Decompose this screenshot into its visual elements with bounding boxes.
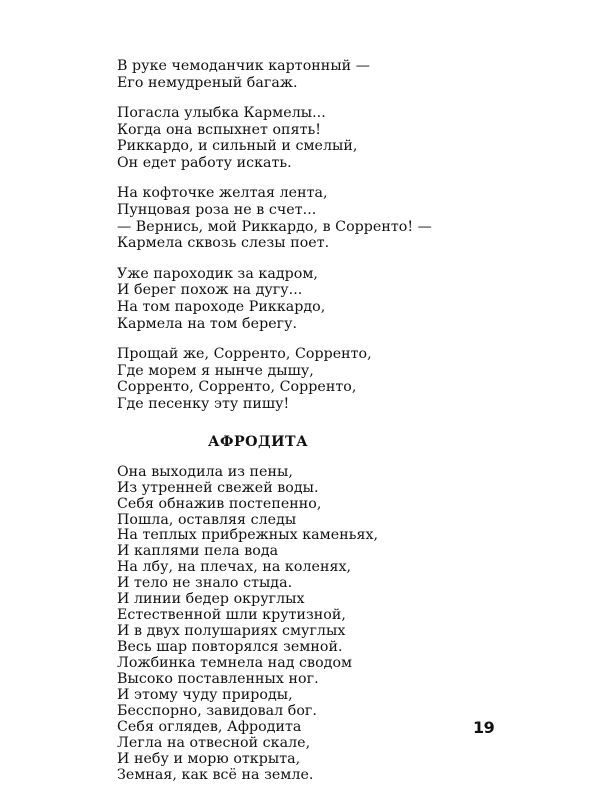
verse-line: Весь шар повторялся земной. bbox=[117, 639, 343, 656]
stanza bbox=[117, 185, 537, 252]
verse-line: На лбу, на плечах, на коленях, bbox=[117, 559, 352, 576]
verse-line: Где морем я нынче дышу, bbox=[117, 362, 314, 379]
verse-line: И небу и морю открыта, bbox=[117, 750, 301, 767]
page-number: 19 bbox=[473, 718, 495, 737]
stanza bbox=[117, 346, 537, 413]
verse-line: Пошла, оставляя следы bbox=[117, 511, 297, 528]
stanza bbox=[117, 105, 537, 172]
verse-line: Он едет работу искать. bbox=[117, 155, 292, 172]
verse-line: Погасла улыбка Кармелы... bbox=[117, 104, 326, 121]
verse-line: И каплями пела вода bbox=[117, 543, 279, 560]
page-content bbox=[117, 58, 537, 784]
verse-line: На кофточке желтая лента, bbox=[117, 185, 328, 202]
verse-line: В руке чемоданчик картонный — bbox=[117, 58, 370, 74]
verse-line: Пунцовая роза не в счет... bbox=[117, 201, 317, 218]
verse-line: На том пароходе Риккардо, bbox=[117, 298, 326, 315]
verse-line: Где песенку эту пишу! bbox=[117, 395, 290, 412]
verse-line: Риккардо, и сильный и смелый, bbox=[117, 138, 358, 155]
verse-line: Легла на отвесной скале, bbox=[117, 734, 311, 751]
verse-line: — Вернись, мой Риккардо, в Сорренто! — bbox=[117, 218, 432, 235]
poem-sorrento bbox=[117, 58, 537, 413]
verse-line: И этому чуду природы, bbox=[117, 687, 293, 703]
verse-line: Ложбинка темнела над сводом bbox=[117, 655, 353, 672]
verse-line: И берег похож на дугу... bbox=[117, 282, 303, 299]
verse-line: Себя обнажив постепенно, bbox=[117, 495, 322, 512]
verse-line: Она выходила из пены, bbox=[117, 463, 293, 480]
verse-line: И в двух полушариях смуглых bbox=[117, 623, 346, 640]
verse-line: Высоко поставленных ног. bbox=[117, 671, 319, 688]
verse-line: Прощай же, Сорренто, Сорренто, bbox=[117, 345, 372, 362]
verse-line: Бесспорно, завидовал бог. bbox=[117, 702, 317, 719]
verse-line: Кармела сквозь слезы поет. bbox=[117, 235, 330, 252]
verse-line: Когда она вспыхнет опять! bbox=[117, 121, 321, 138]
verse-line: Кармела на том берегу. bbox=[117, 315, 298, 332]
verse-line: Уже пароходик за кадром, bbox=[117, 265, 318, 282]
poem-title: АФРОДИТА bbox=[208, 433, 309, 450]
verse-line: На теплых прибрежных каменьях, bbox=[117, 527, 379, 544]
stanza bbox=[117, 58, 537, 91]
verse-line: Его немудреный багаж. bbox=[117, 74, 298, 91]
verse-line: И линии бедер округлых bbox=[117, 591, 305, 608]
verse-line: Земная, как всё на земле. bbox=[117, 766, 314, 783]
verse-line: И тело не знало стыда. bbox=[117, 575, 293, 592]
verse-line: Сорренто, Сорренто, Сорренто, bbox=[117, 379, 357, 396]
verse-line: Себя оглядев, Афродита bbox=[117, 718, 302, 735]
verse-line: Из утренней свежей воды. bbox=[117, 479, 319, 496]
stanza bbox=[117, 266, 537, 333]
verse-line: Естественной шли крутизной, bbox=[117, 607, 346, 624]
